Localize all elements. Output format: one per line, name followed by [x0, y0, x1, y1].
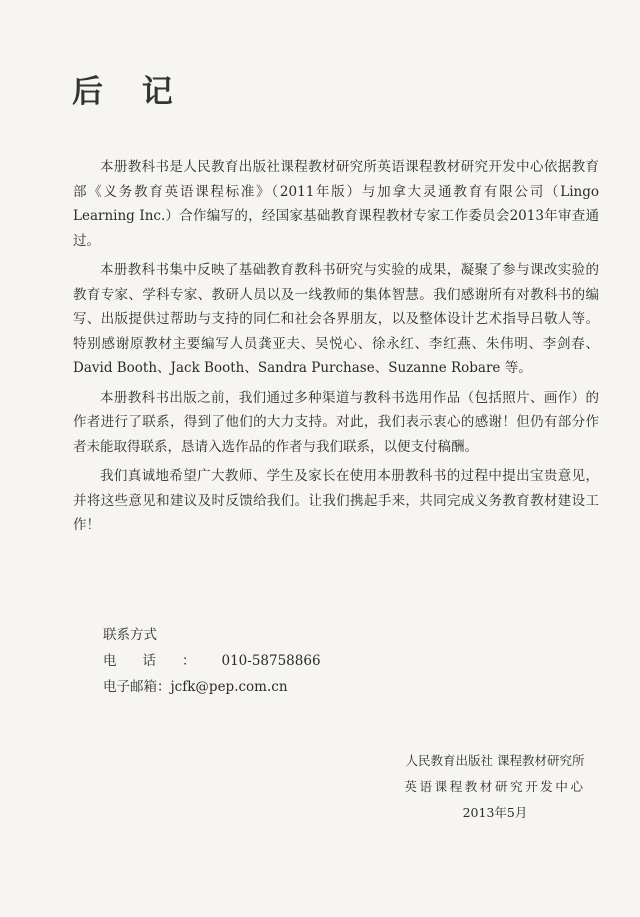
phone-label: 电话： — [103, 653, 222, 669]
email-label: 电子邮箱： — [103, 679, 171, 695]
paragraph-1: 本册教科书是人民教育出版社课程教材研究所英语课程教材研究开发中心依据教育部《义务教育英语课程标准》（2011年版）与加拿大灵通教育有限公司（Lingo Learning Inc.）合作编写的，经国家基础教育课程教材专家工作委员会2013年审查通过。 — [73, 159, 599, 249]
publisher-line-1: 人民教育出版社 课程教材研究所 — [405, 753, 585, 768]
afterword-body — [73, 155, 599, 543]
email-row — [103, 674, 321, 700]
page-title: 后 记 — [72, 74, 187, 110]
paragraph-2: 本册教科书集中反映了基础教育教科书研究与实验的成果，凝聚了参与课改实验的教育专家、学科专家、教研人员以及一线教师的集体智慧。我们感谢所有对教科书的编写、出版提供过帮助与支持的同仁和社会各界朋友，以及整体设计艺术指导吕敬人等。特别感谢原教材主要编写人员龚亚夫、吴悦心、徐永红、李红燕、朱伟明、李剑春、David Booth、Jack Booth、Sandra Purchase、Suzanne Robare 等。 — [73, 262, 599, 376]
phone-row — [103, 648, 321, 674]
phone-number: 010-58758866 — [221, 653, 321, 669]
publisher-line-2: 英语课程教材研究开发中心 — [404, 779, 586, 794]
email-address: jcfk@pep.com.cn — [170, 679, 288, 695]
contact-heading: 联系方式 — [103, 627, 157, 643]
publisher-signature — [395, 748, 595, 826]
contact-info — [103, 622, 321, 700]
paragraph-3: 本册教科书出版之前，我们通过多种渠道与教科书选用作品（包括照片、画作）的作者进行了联系，得到了他们的大力支持。对此，我们表示衷心的感谢！但仍有部分作者未能取得联系，恳请入选作品的作者与我们联系，以便支付稿酬。 — [73, 389, 599, 455]
publish-date: 2013年5月 — [462, 805, 528, 820]
paragraph-4: 我们真诚地希望广大教师、学生及家长在使用本册教科书的过程中提出宝贵意见，并将这些意见和建议及时反馈给我们。让我们携起手来，共同完成义务教育教材建设工作！ — [73, 468, 599, 533]
